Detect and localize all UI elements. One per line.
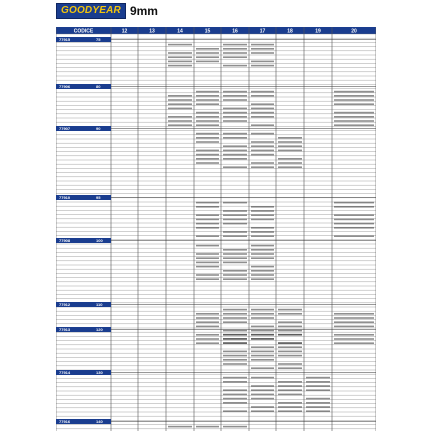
- tire-size-cell: [251, 367, 274, 369]
- tire-size-cell: [251, 44, 274, 46]
- tire-size-cell: [334, 227, 374, 229]
- column-header-13: 13: [149, 28, 155, 35]
- tire-size-cell: [168, 108, 192, 110]
- tire-size-cell: [223, 313, 247, 315]
- tire-size-cell: [278, 334, 302, 336]
- tire-size-cell: [223, 158, 247, 160]
- tire-size-cell: [251, 309, 274, 311]
- tire-size-cell: [196, 120, 219, 122]
- chain-size: 80: [96, 83, 101, 89]
- tire-size-cell: [223, 56, 247, 58]
- tire-size-cell: [334, 338, 374, 340]
- tire-size-cell: [196, 266, 219, 268]
- tire-size-cell: [196, 426, 219, 428]
- tire-size-cell: [223, 402, 247, 404]
- column-header-band: [56, 27, 376, 34]
- tire-size-cell: [223, 108, 247, 110]
- tire-size-cell: [278, 158, 302, 160]
- tire-size-cell: [251, 245, 274, 247]
- tire-size-cell: [251, 214, 274, 216]
- tire-size-cell: [196, 321, 219, 323]
- tire-size-cell: [278, 150, 302, 152]
- tire-size-cell: [251, 355, 274, 357]
- tire-size-cell: [223, 342, 247, 344]
- tire-size-cell: [334, 334, 374, 336]
- tire-size-cell: [251, 124, 274, 126]
- tire-size-cell: [223, 278, 247, 280]
- tire-size-cell: [251, 150, 274, 152]
- tire-size-cell: [196, 219, 219, 221]
- tire-size-cell: [251, 274, 274, 276]
- tire-size-cell: [168, 44, 192, 46]
- product-code: 77913: [59, 326, 71, 332]
- tire-size-cell: [223, 394, 247, 396]
- tire-size-cell: [196, 158, 219, 160]
- tire-size-cell: [278, 346, 302, 348]
- tire-size-cell: [196, 326, 219, 328]
- tire-size-cell: [306, 402, 330, 404]
- tire-size-cell: [251, 65, 274, 67]
- tire-size-cell: [168, 52, 192, 54]
- tire-size-cell: [334, 214, 374, 216]
- tire-size-cell: [251, 166, 274, 168]
- tire-size-cell: [251, 231, 274, 233]
- tire-size-cell: [168, 103, 192, 105]
- tire-size-cell: [251, 133, 274, 135]
- tire-size-cell: [251, 141, 274, 143]
- tire-size-cell: [251, 219, 274, 221]
- goodyear-logo: GOODYEAR: [56, 3, 126, 19]
- tire-size-cell: [251, 112, 274, 114]
- tire-size-cell: [168, 120, 192, 122]
- tire-size-cell: [251, 334, 274, 336]
- chain-size: 75: [96, 36, 101, 42]
- tire-size-cell: [278, 137, 302, 139]
- tire-size-cell: [223, 112, 247, 114]
- product-code: 77910: [59, 194, 71, 200]
- tire-size-cell: [251, 61, 274, 63]
- tire-size-cell: [251, 398, 274, 400]
- tire-size-cell: [223, 137, 247, 139]
- tire-size-cell: [223, 355, 247, 357]
- tire-size-cell: [223, 363, 247, 365]
- tire-size-cell: [223, 120, 247, 122]
- column-header-20: 20: [351, 28, 357, 35]
- tire-size-cell: [251, 210, 274, 212]
- tire-size-cell: [223, 330, 247, 332]
- tire-size-cell: [306, 410, 330, 412]
- tire-size-cell: [251, 206, 274, 208]
- column-header-12: 12: [121, 28, 128, 35]
- tire-size-cell: [251, 154, 274, 156]
- tire-size-cell: [196, 91, 219, 93]
- tire-size-cell: [223, 235, 247, 237]
- tire-size-cell: [196, 162, 219, 164]
- tire-size-cell: [223, 249, 247, 251]
- tire-size-cell: [196, 154, 219, 156]
- tire-size-cell: [196, 116, 219, 118]
- tire-size-cell: [223, 116, 247, 118]
- tire-size-cell: [251, 235, 274, 237]
- product-code: 77915: [59, 36, 71, 42]
- tire-size-cell: [223, 133, 247, 135]
- tire-size-cell: [223, 214, 247, 216]
- tire-size-cell: [223, 91, 247, 93]
- tire-size-cell: [196, 334, 219, 336]
- tire-size-cell: [223, 274, 247, 276]
- product-code: 77906: [59, 83, 71, 89]
- tire-size-cell: [251, 145, 274, 147]
- tire-size-cell: [223, 99, 247, 101]
- tire-size-cell: [251, 249, 274, 251]
- tire-size-cell: [278, 402, 302, 404]
- tire-size-cell: [251, 95, 274, 97]
- tire-size-cell: [278, 313, 302, 315]
- tire-size-cell: [278, 321, 302, 323]
- product-code: 77908: [59, 237, 71, 243]
- fitment-grid-svg: [56, 27, 376, 431]
- tire-size-cell: [196, 278, 219, 280]
- tire-size-cell: [196, 99, 219, 101]
- tire-size-cell: [278, 326, 302, 328]
- tire-size-cell: [251, 359, 274, 361]
- chain-size: 90: [96, 125, 101, 131]
- tire-size-cell: [223, 202, 247, 204]
- tire-size-cell: [334, 103, 374, 105]
- tire-size-cell: [251, 270, 274, 272]
- tire-size-cell: [223, 210, 247, 212]
- tire-size-cell: [251, 338, 274, 340]
- chain-size: 100: [96, 237, 103, 243]
- tire-size-cell: [251, 377, 274, 379]
- tire-size-cell: [306, 377, 330, 379]
- tire-size-cell: [168, 116, 192, 118]
- tire-size-cell: [196, 253, 219, 255]
- tire-size-cell: [251, 52, 274, 54]
- tire-size-cell: [251, 116, 274, 118]
- tire-size-cell: [251, 385, 274, 387]
- tire-size-cell: [223, 48, 247, 50]
- tire-size-cell: [196, 150, 219, 152]
- tire-size-cell: [251, 257, 274, 259]
- tire-size-cell: [251, 253, 274, 255]
- tire-size-cell: [223, 95, 247, 97]
- tire-size-cell: [251, 346, 274, 348]
- tire-size-cell: [196, 262, 219, 264]
- tire-size-cell: [168, 426, 192, 428]
- tire-size-cell: [278, 145, 302, 147]
- tire-size-cell: [251, 91, 274, 93]
- tire-size-cell: [168, 99, 192, 101]
- tire-size-cell: [334, 112, 374, 114]
- tire-size-cell: [278, 363, 302, 365]
- column-header-17: 17: [259, 28, 266, 35]
- tire-size-cell: [223, 338, 247, 340]
- tire-size-cell: [251, 410, 274, 412]
- tire-size-cell: [306, 398, 330, 400]
- tire-size-cell: [278, 141, 302, 143]
- tire-size-cell: [196, 124, 219, 126]
- tire-size-cell: [196, 206, 219, 208]
- tire-size-cell: [334, 321, 374, 323]
- tire-size-cell: [334, 120, 374, 122]
- chain-size: 120: [96, 326, 103, 332]
- tire-size-cell: [334, 116, 374, 118]
- tire-size-cell: [278, 367, 302, 369]
- fitment-table: [56, 27, 376, 431]
- tire-size-cell: [196, 274, 219, 276]
- tire-size-cell: [196, 112, 219, 114]
- chain-size: 95: [96, 194, 101, 200]
- tire-size-cell: [251, 351, 274, 353]
- tire-size-cell: [334, 326, 374, 328]
- tire-size-cell: [196, 103, 219, 105]
- tire-size-cell: [223, 257, 247, 259]
- tire-size-cell: [196, 52, 219, 54]
- tire-size-cell: [223, 398, 247, 400]
- tire-size-cell: [334, 223, 374, 225]
- tire-size-cell: [196, 338, 219, 340]
- tire-size-cell: [196, 227, 219, 229]
- tire-size-cell: [223, 150, 247, 152]
- tire-size-cell: [223, 334, 247, 336]
- tire-size-cell: [223, 317, 247, 319]
- column-header-16: 16: [232, 28, 238, 35]
- tire-size-cell: [278, 162, 302, 164]
- tire-size-cell: [278, 309, 302, 311]
- brand-header: [56, 4, 158, 18]
- tire-size-cell: [196, 257, 219, 259]
- tire-size-cell: [223, 65, 247, 67]
- tire-size-cell: [223, 389, 247, 391]
- chain-size: 130: [96, 369, 103, 375]
- product-code: 77907: [59, 125, 71, 131]
- tire-size-cell: [196, 95, 219, 97]
- tire-size-cell: [168, 65, 192, 67]
- tire-size-cell: [196, 202, 219, 204]
- tire-size-cell: [196, 245, 219, 247]
- tire-size-cell: [223, 321, 247, 323]
- tire-size-cell: [334, 313, 374, 315]
- tire-size-cell: [223, 309, 247, 311]
- tire-size-cell: [168, 124, 192, 126]
- tire-size-cell: [251, 394, 274, 396]
- tire-size-cell: [251, 103, 274, 105]
- tire-size-cell: [196, 137, 219, 139]
- product-code: 77916: [59, 418, 71, 424]
- tire-size-cell: [223, 231, 247, 233]
- tire-size-cell: [223, 262, 247, 264]
- tire-size-cell: [223, 270, 247, 272]
- tire-size-cell: [278, 410, 302, 412]
- tire-size-cell: [251, 313, 274, 315]
- tire-size-cell: [251, 266, 274, 268]
- tire-size-cell: [278, 389, 302, 391]
- tire-size-cell: [334, 235, 374, 237]
- tire-size-cell: [196, 141, 219, 143]
- tire-size-cell: [223, 381, 247, 383]
- tire-size-cell: [196, 133, 219, 135]
- tire-size-cell: [196, 235, 219, 237]
- tire-size-cell: [223, 52, 247, 54]
- tire-size-cell: [306, 389, 330, 391]
- tire-size-cell: [223, 359, 247, 361]
- tire-size-cell: [223, 219, 247, 221]
- column-header-18: 18: [287, 28, 293, 35]
- tire-size-cell: [334, 91, 374, 93]
- tire-size-cell: [306, 381, 330, 383]
- chain-size-title: 9mm: [129, 4, 158, 18]
- product-code: 77914: [59, 369, 71, 375]
- chain-size: 110: [96, 301, 103, 307]
- tire-size-cell: [223, 166, 247, 168]
- tire-size-cell: [251, 406, 274, 408]
- product-code: 77912: [59, 301, 71, 307]
- tire-size-cell: [334, 206, 374, 208]
- tire-size-cell: [334, 342, 374, 344]
- tire-size-cell: [306, 385, 330, 387]
- tire-size-cell: [251, 389, 274, 391]
- tire-size-cell: [168, 61, 192, 63]
- tire-size-cell: [196, 313, 219, 315]
- tire-size-cell: [251, 326, 274, 328]
- tire-size-cell: [334, 99, 374, 101]
- tire-size-cell: [251, 227, 274, 229]
- tire-size-cell: [196, 48, 219, 50]
- tire-size-cell: [196, 214, 219, 216]
- tire-size-cell: [278, 166, 302, 168]
- column-header-14: 14: [177, 28, 183, 35]
- tire-size-cell: [278, 385, 302, 387]
- tire-size-cell: [223, 145, 247, 147]
- tire-size-cell: [196, 61, 219, 63]
- tire-size-cell: [168, 56, 192, 58]
- tire-size-cell: [196, 56, 219, 58]
- tire-size-cell: [306, 406, 330, 408]
- tire-size-cell: [223, 253, 247, 255]
- column-header-19: 19: [315, 28, 321, 35]
- tire-size-cell: [196, 342, 219, 344]
- tire-size-cell: [223, 223, 247, 225]
- column-header-codice: CODICE: [73, 28, 94, 35]
- tire-size-cell: [278, 406, 302, 408]
- chain-size: 140: [96, 418, 103, 424]
- tire-size-cell: [278, 381, 302, 383]
- tire-size-cell: [223, 351, 247, 353]
- tire-size-cell: [278, 351, 302, 353]
- tire-size-cell: [334, 95, 374, 97]
- tire-size-cell: [278, 355, 302, 357]
- tire-size-cell: [223, 410, 247, 412]
- column-header-15: 15: [204, 28, 211, 35]
- tire-size-cell: [334, 124, 374, 126]
- tire-size-cell: [251, 330, 274, 332]
- tire-size-cell: [278, 394, 302, 396]
- tire-size-cell: [334, 202, 374, 204]
- tire-size-cell: [251, 48, 274, 50]
- tire-size-cell: [196, 317, 219, 319]
- tire-size-cell: [196, 223, 219, 225]
- tire-size-cell: [278, 330, 302, 332]
- tire-size-cell: [334, 317, 374, 319]
- tire-size-cell: [223, 426, 247, 428]
- tire-size-cell: [251, 108, 274, 110]
- tire-size-cell: [251, 278, 274, 280]
- tire-size-cell: [223, 377, 247, 379]
- tire-size-cell: [223, 154, 247, 156]
- tire-size-cell: [334, 219, 374, 221]
- tire-size-cell: [251, 317, 274, 319]
- tire-size-cell: [251, 162, 274, 164]
- tire-size-cell: [223, 44, 247, 46]
- tire-size-cell: [278, 342, 302, 344]
- tire-size-cell: [168, 95, 192, 97]
